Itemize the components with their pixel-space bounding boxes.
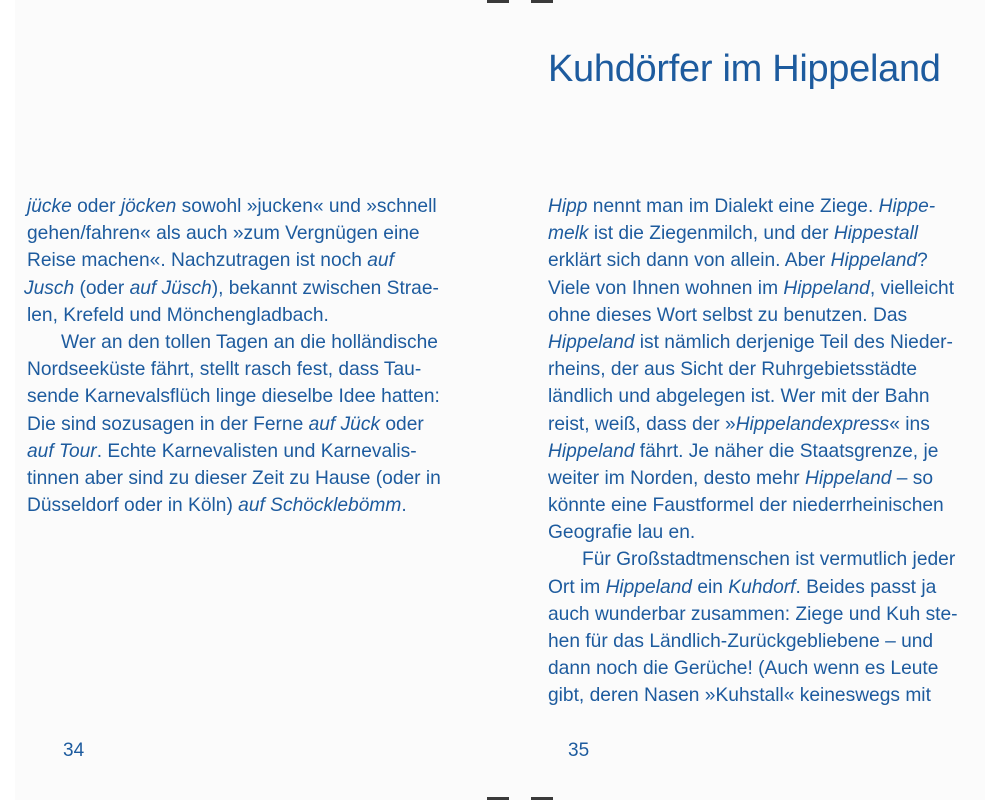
- text-line: [548, 193, 988, 220]
- text-segment: rheins, der aus Sicht der Ruhrgebietsstädte: [548, 359, 918, 381]
- italic-term: auf Jüsch: [129, 277, 212, 299]
- text-line: [548, 220, 988, 247]
- text-segment: tinnen aber sind zu dieser Zeit zu Hause (oder in: [27, 467, 441, 489]
- text-segment: ?: [917, 250, 928, 272]
- text-segment: – so: [891, 467, 934, 489]
- text-segment: Die sind sozusagen in der Ferne: [27, 413, 309, 435]
- text-segment: hen für das Ländlich-Zurückgebliebene – und: [548, 631, 934, 652]
- text-segment: len, Krefeld und Mönchengladbach.: [27, 304, 329, 326]
- text-line: [548, 275, 988, 302]
- text-segment: weiter im Norden, desto mehr: [548, 467, 805, 489]
- text-line: [548, 356, 988, 383]
- text-line: [548, 329, 988, 356]
- italic-term: Jusch: [24, 277, 75, 299]
- text-segment: Ort im: [548, 576, 606, 598]
- italic-term: jücke: [27, 196, 72, 217]
- text-line: [548, 411, 988, 438]
- text-line: [27, 383, 467, 410]
- text-segment: gibt, deren Nasen »Kuhstall« keineswegs mit: [548, 685, 931, 707]
- italic-term: Hippestall: [833, 223, 919, 245]
- text-line: [548, 302, 988, 329]
- text-line: [548, 546, 988, 573]
- right-page-body-text: [548, 193, 988, 710]
- italic-term: Hipp: [548, 196, 588, 217]
- italic-term: Hippeland: [783, 277, 870, 299]
- italic-term: melk: [548, 223, 589, 245]
- text-line: [548, 601, 988, 628]
- text-line: [27, 329, 467, 356]
- text-segment: .: [401, 495, 407, 517]
- chapter-title: Kuhdörfer im Hippeland: [548, 48, 941, 90]
- text-line: [27, 438, 467, 465]
- text-segment: Für Großstadtmenschen ist vermutlich jeder: [582, 549, 956, 571]
- text-segment: ländlich und abgelegen ist. Wer mit der Bahn: [548, 386, 930, 408]
- text-line: [548, 438, 988, 465]
- text-segment: ), bekannt zwischen Strae-: [211, 277, 439, 299]
- italic-term: jöcken: [120, 196, 177, 217]
- text-line: [27, 247, 467, 274]
- italic-term: Kuhdorf: [728, 576, 796, 598]
- text-line: [548, 465, 988, 492]
- text-segment: ohne dieses Wort selbst zu benutzen. Das: [548, 304, 908, 326]
- italic-term: auf Jück: [308, 413, 381, 435]
- text-line: [548, 247, 988, 274]
- text-segment: fährt. Je näher die Staatsgrenze, je: [634, 440, 939, 462]
- text-segment: . Beides passt ja: [795, 576, 937, 598]
- text-segment: sowohl »jucken« und »schnell: [176, 196, 437, 217]
- text-segment: oder: [71, 196, 121, 217]
- text-segment: Nordseeküste fährt, stellt rasch fest, dass Tau-: [27, 359, 422, 381]
- right-page: [500, 0, 985, 800]
- italic-term: auf: [367, 250, 394, 272]
- book-spread: [15, 0, 985, 800]
- text-segment: auch wunderbar zusammen: Ziege und Kuh ste-: [548, 603, 958, 625]
- text-segment: ein: [691, 576, 729, 598]
- text-segment: ist die Ziegenmilch, und der: [588, 223, 834, 245]
- text-segment: Geografie lau en.: [548, 522, 696, 544]
- left-page-number: 34: [63, 740, 85, 761]
- italic-term: auf Tour: [27, 440, 97, 462]
- italic-term: Hippeland: [805, 467, 892, 489]
- text-line: [548, 655, 988, 682]
- italic-term: Hippeland: [548, 440, 635, 462]
- text-line: [27, 492, 467, 519]
- italic-term: Hippe-: [878, 196, 936, 217]
- text-segment: erklärt sich dann von allein. Aber: [548, 250, 831, 272]
- text-line: [548, 574, 988, 601]
- text-segment: könnte eine Faustformel der niederrheinischen: [548, 495, 944, 517]
- left-page-body-text: [24, 193, 467, 519]
- text-line: [27, 193, 467, 220]
- italic-term: auf Schöcklebömm: [238, 495, 402, 517]
- text-segment: oder: [380, 413, 424, 435]
- text-line: [548, 628, 988, 655]
- text-segment: Wer an den tollen Tagen an die holländische: [61, 331, 438, 353]
- italic-term: Hippeland: [605, 576, 692, 598]
- text-segment: nennt man im Dialekt eine Ziege.: [587, 196, 879, 217]
- text-segment: Viele von Ihnen wohnen im: [548, 277, 784, 299]
- italic-term: Hippeland: [548, 331, 635, 353]
- left-page: [15, 0, 500, 800]
- italic-term: Hippeland: [830, 250, 918, 272]
- text-segment: gehen/fahren« als auch »zum Vergnügen eine: [27, 223, 420, 245]
- right-page-number: 35: [568, 740, 590, 761]
- text-line: [548, 492, 988, 519]
- text-line: [24, 275, 467, 302]
- text-line: [27, 302, 467, 329]
- text-line: [548, 519, 988, 546]
- text-segment: dann noch die Gerüche! (Auch wenn es Leute: [548, 658, 939, 680]
- text-segment: , vielleicht: [869, 277, 955, 299]
- text-line: [27, 220, 467, 247]
- text-segment: (oder: [74, 277, 130, 299]
- text-segment: . Echte Karnevalisten und Karnevalis-: [96, 440, 417, 462]
- text-segment: reist, weiß, dass der »: [548, 413, 736, 435]
- text-segment: Reise machen«. Nachzutragen ist noch: [27, 250, 368, 272]
- text-segment: ist nämlich derjenige Teil des Nieder-: [634, 331, 953, 353]
- text-line: [27, 465, 467, 492]
- text-line: [548, 383, 988, 410]
- text-line: [27, 356, 467, 383]
- italic-term: Hippelandexpress: [735, 413, 890, 435]
- text-segment: sende Karnevalsflüch linge dieselbe Idee hatten:: [27, 386, 440, 408]
- text-segment: Düsseldorf oder in Köln): [27, 495, 239, 517]
- text-line: [548, 682, 988, 709]
- text-line: [27, 411, 467, 438]
- text-segment: « ins: [889, 413, 930, 435]
